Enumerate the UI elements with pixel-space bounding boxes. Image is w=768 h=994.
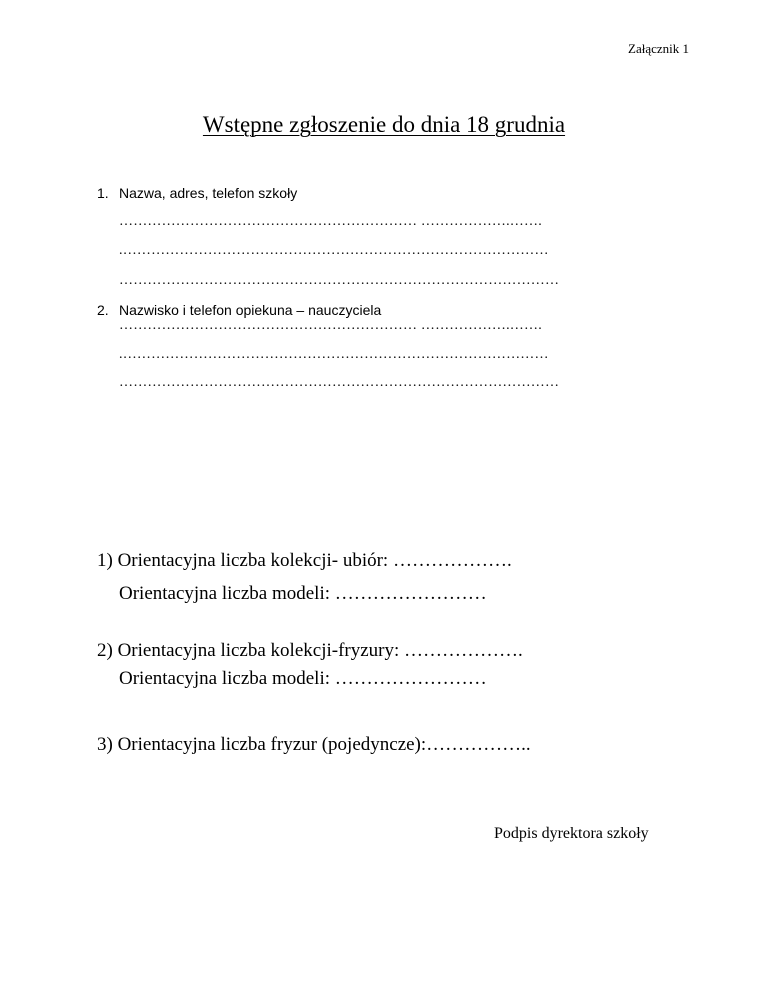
question-2-answer-line-1: ……………………………………………………… ……………….……. [119, 318, 542, 333]
item-1-collections-clothing: 1) Orientacyjna liczba kolekcji- ubiór: ………………. [97, 550, 512, 571]
question-2-number: 2. [97, 302, 109, 318]
item-1-models: Orientacyjna liczba modeli: …………………… [119, 583, 487, 604]
signature-label: Podpis dyrektora szkoły [494, 825, 649, 842]
question-1-answer-line-2: .……………………………………………………………………………… [119, 243, 549, 258]
item-3-hairstyles-single: 3) Orientacyjna liczba fryzur (pojedyncze):…………….. [97, 734, 531, 755]
question-2-label: Nazwisko i telefon opiekuna – nauczyciela [119, 302, 382, 318]
item-2-models: Orientacyjna liczba modeli: …………………… [119, 668, 487, 689]
question-1-label: Nazwa, adres, telefon szkoły [119, 185, 298, 201]
page-title: Wstępne zgłoszenie do dnia 18 grudnia [202, 112, 566, 137]
attachment-label: Załącznik 1 [628, 41, 689, 56]
question-2-answer-line-2: .……………………………………………………………………………… [119, 347, 549, 362]
question-1-number: 1. [97, 185, 109, 201]
question-1-answer-line-3: ………………………………………………………………………………… [119, 273, 560, 288]
question-2-answer-line-3: ………………………………………………………………………………… [119, 375, 560, 390]
item-2-collections-hairstyles: 2) Orientacyjna liczba kolekcji-fryzury: ………………. [97, 640, 523, 661]
question-1-answer-line-1: ……………………………………………………… ……………….……. [119, 214, 542, 229]
